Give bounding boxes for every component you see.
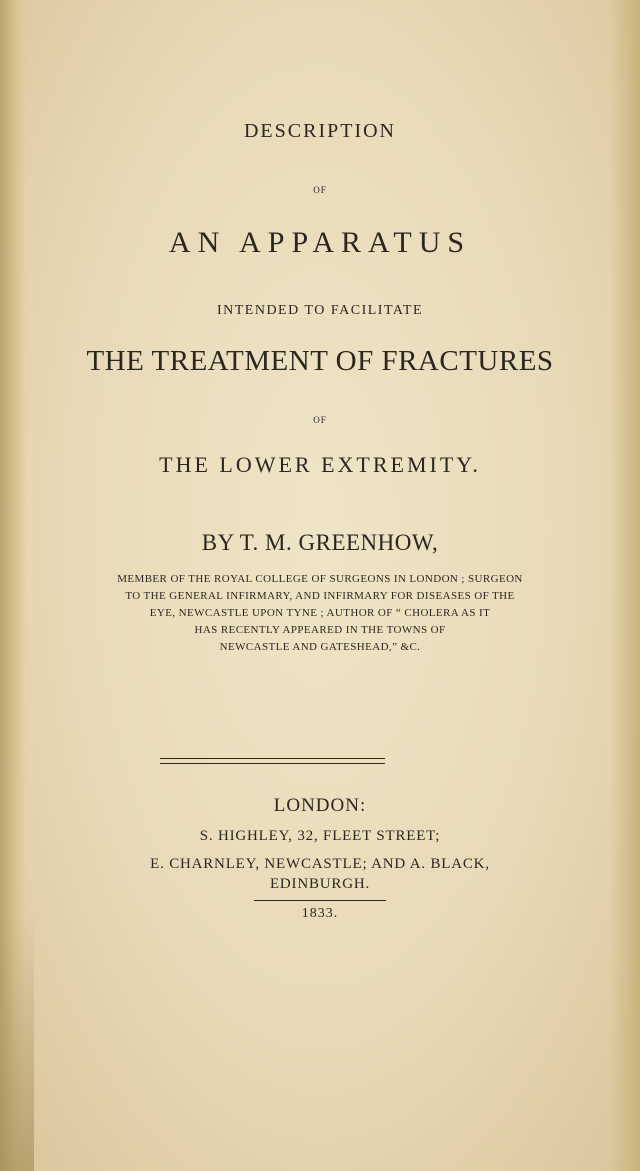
subheading-intended: INTENDED TO FACILITATE [216,303,424,318]
heading-lower-extremity: THE LOWER EXTREMITY. [159,452,481,477]
author-credentials-line: NEWCASTLE AND GATESHEAD,” &C. [219,641,421,653]
double-rule-divider [160,758,385,764]
rule-divider [254,900,386,901]
page-stain [0,911,34,1171]
author-credentials-line: MEMBER OF THE ROYAL COLLEGE OF SURGEONS IN LONDON ; SURGEON [117,573,523,585]
connector-of: OF [313,185,327,195]
publication-year: 1833. [301,906,339,921]
imprint-publisher-line: E. CHARNLEY, NEWCASTLE; AND A. BLACK, [150,856,490,872]
author-credentials-line: HAS RECENTLY APPEARED IN THE TOWNS OF [194,624,446,636]
imprint-publisher-line: EDINBURGH. [269,876,371,892]
author-byline: BY T. M. GREENHOW, [201,530,439,555]
author-credentials-line: EYE, NEWCASTLE UPON TYNE ; AUTHOR OF “ CHOLERA AS IT [149,607,491,619]
heading-apparatus: AN APPARATUS [168,226,472,259]
heading-treatment: THE TREATMENT OF FRACTURES [86,345,554,377]
imprint-city: LONDON: [273,795,367,816]
imprint-publisher-line: S. HIGHLEY, 32, FLEET STREET; [199,828,441,844]
author-credentials-line: TO THE GENERAL INFIRMARY, AND INFIRMARY FOR DISEASES OF THE [125,590,515,602]
heading-description: DESCRIPTION [243,120,396,142]
connector-of: OF [313,415,327,425]
